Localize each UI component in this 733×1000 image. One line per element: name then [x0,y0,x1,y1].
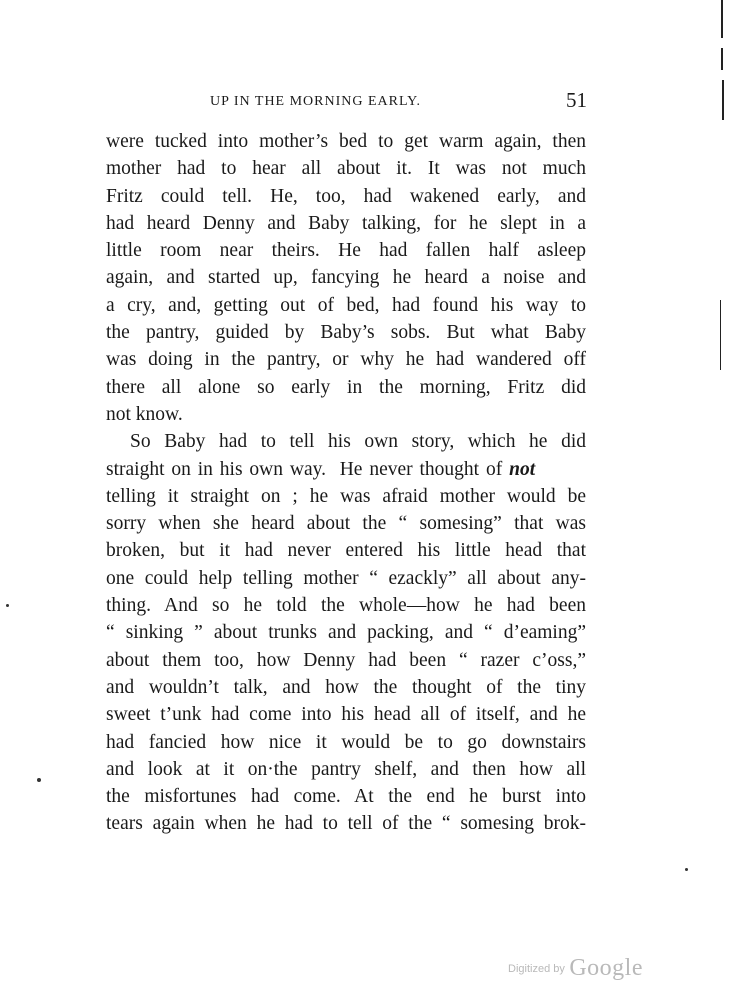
text-line: about them too, how Denny had been “ razer c’oss,” [106,649,586,671]
running-head [105,88,587,116]
page-speck [685,868,688,871]
page-edge-mark [721,48,723,70]
text-line: thing. And so he told the whole—how he had been [106,595,586,617]
text-line: a cry, and, getting out of bed, had found his way to [106,294,586,316]
running-title: UP IN THE MORNING EARLY. [210,94,421,109]
text-line: “ sinking ” about trunks and packing, and “ d’eaming” [106,622,586,644]
text-line: was doing in the pantry, or why he had wandered off [106,349,586,371]
text-line: again, and started up, fancying he heard a noise and [106,267,586,289]
text-line: broken, but it had never entered his little head that [106,540,586,562]
text-line: little room near theirs. He had fallen half asleep [106,240,586,262]
text-line-with-emphasis [106,456,586,483]
digitized-watermark [508,955,643,982]
text-line: had fancied how nice it would be to go downstairs [106,731,586,753]
text-line: there all alone so early in the morning, Fritz did [106,376,586,398]
text-line: the pantry, guided by Baby’s sobs. But what Baby [106,322,586,344]
page-edge-mark [720,300,721,370]
page-edge-mark [722,80,724,120]
body-text [106,128,586,838]
text-line: and wouldn’t talk, and how the thought of the tiny [106,676,586,698]
page-edge-mark [721,0,723,38]
text-line: were tucked into mother’s bed to get warm again, then [106,131,586,152]
text-line: and look at it on·the pantry shelf, and then how all [106,758,586,780]
watermark-prefix: Digitized by [508,963,565,975]
text-line: sorry when she heard about the “ somesing” that was [106,513,586,535]
emphasized-word: not [509,458,536,480]
google-logo: Google [569,955,643,981]
text-line: not know. [106,403,183,425]
text-line: telling it straight on ; he was afraid mother would be [106,485,586,507]
text-line: tears again when he had to tell of the “ somesing brok- [106,813,586,835]
text-line: Fritz could tell. He, too, had wakened early, and [106,185,586,207]
text-line: one could help telling mother “ ezackly” all about any- [106,567,586,589]
page-number: 51 [566,88,587,112]
text-line: had heard Denny and Baby talking, for he slept in a [106,212,586,234]
page-speck [37,778,41,782]
text-line: sweet t’unk had come into his head all of itself, and he [106,704,586,726]
page-speck [6,604,9,607]
text-line: So Baby had to tell his own story, which he did [130,431,586,453]
text-line-part: straight on in his own way. He never thought of [106,458,510,480]
text-line: mother had to hear all about it. It was not much [106,158,586,180]
text-line: the misfortunes had come. At the end he burst into [106,786,586,808]
